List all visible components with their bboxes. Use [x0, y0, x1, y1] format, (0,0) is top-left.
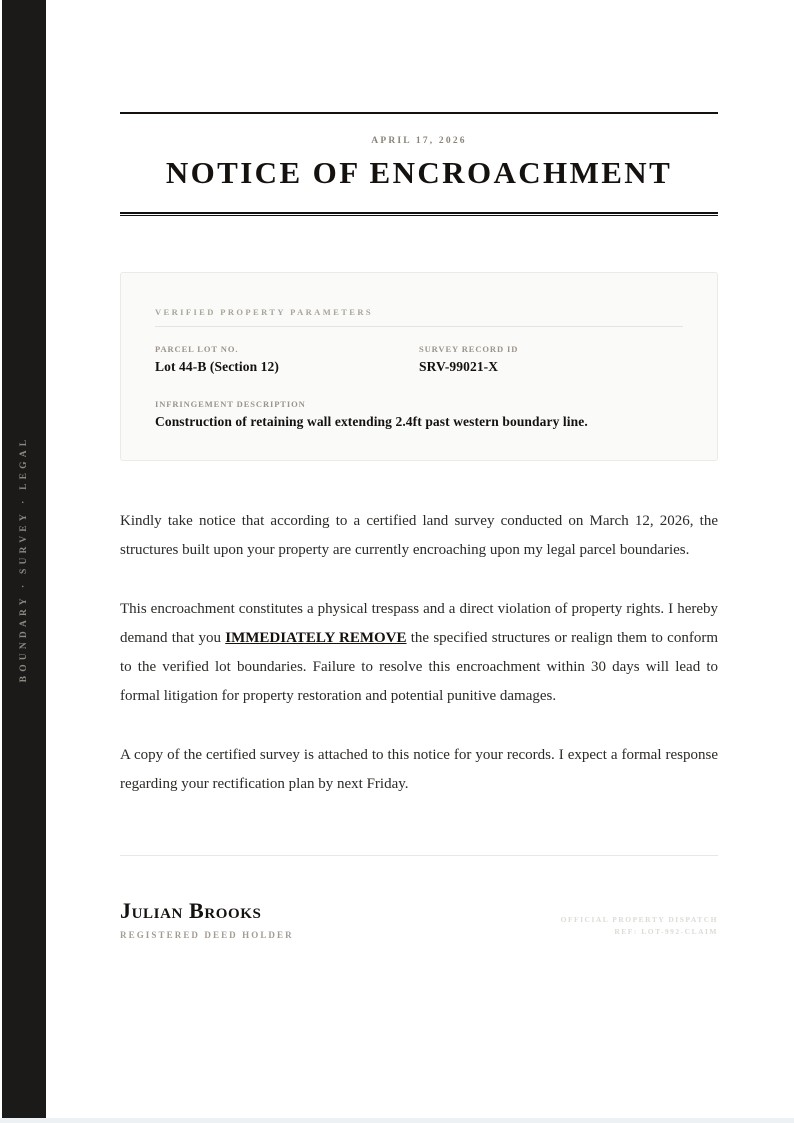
- document-spine: [2, 0, 46, 1118]
- field-label: INFRINGEMENT DESCRIPTION: [155, 398, 306, 409]
- dispatch-reference: REF: LOT-992-CLAIM: [614, 926, 718, 936]
- body-paragraph-2: [120, 595, 718, 711]
- field-parcel-lot: [155, 344, 419, 375]
- field-value: Lot 44-B (Section 12): [155, 358, 279, 374]
- card-eyebrow-label: VERIFIED PROPERTY PARAMETERS: [155, 307, 683, 327]
- field-label: PARCEL LOT NO.: [155, 343, 239, 354]
- body-paragraph-3: A copy of the certified survey is attached to this notice for your records. I expect a formal response regarding your rectification plan by next Friday.: [120, 746, 718, 792]
- signature-row: [120, 899, 718, 940]
- page-title: NOTICE OF ENCROACHMENT: [165, 155, 673, 190]
- paragraph-2-lead-text: This encroachment constitutes a physical trespass and a direct violation of property rights. I hereby demand that you: [120, 600, 718, 646]
- masthead: [120, 112, 718, 216]
- signature-divider: [120, 855, 718, 856]
- dispatch-title: OFFICIAL PROPERTY DISPATCH: [560, 914, 718, 924]
- document-content: [120, 0, 718, 940]
- field-value: Construction of retaining wall extending 2.4ft past western boundary line.: [155, 413, 588, 429]
- paragraph-2-trailing-text: the specified structures or realign them to conform to the verified lot boundaries. Failure to resolve this encroachment within 30 days will lead to formal litigation for property restoration and potential punitive damages.: [120, 629, 718, 704]
- signatory-name: Julian Brooks: [120, 897, 262, 923]
- signatory-role: REGISTERED DEED HOLDER: [120, 929, 294, 940]
- masthead-top-rule: [120, 112, 718, 114]
- body-copy: [120, 507, 718, 799]
- masthead-bottom-rule: [120, 212, 718, 216]
- field-infringement-description: [155, 399, 683, 430]
- document-date: APRIL 17, 2026: [371, 136, 467, 146]
- immediate-removal-emphasis: IMMEDIATELY REMOVE: [225, 629, 407, 646]
- body-paragraph-1: Kindly take notice that according to a certified land survey conducted on March 12, 2026, the structures built upon your property are currently encroaching upon my legal parcel boundaries.: [120, 512, 718, 558]
- signatory-block: [120, 899, 294, 940]
- verified-parameters-card: [120, 272, 718, 461]
- field-value: SRV-99021-X: [419, 358, 499, 374]
- field-label: SURVEY RECORD ID: [419, 343, 519, 354]
- dispatch-block: [561, 914, 718, 940]
- signature-zone: [120, 855, 718, 940]
- spine-label: BOUNDARY · SURVEY · LEGAL: [19, 435, 29, 683]
- field-survey-record-id: [419, 344, 683, 375]
- parameter-field-grid: [155, 344, 683, 375]
